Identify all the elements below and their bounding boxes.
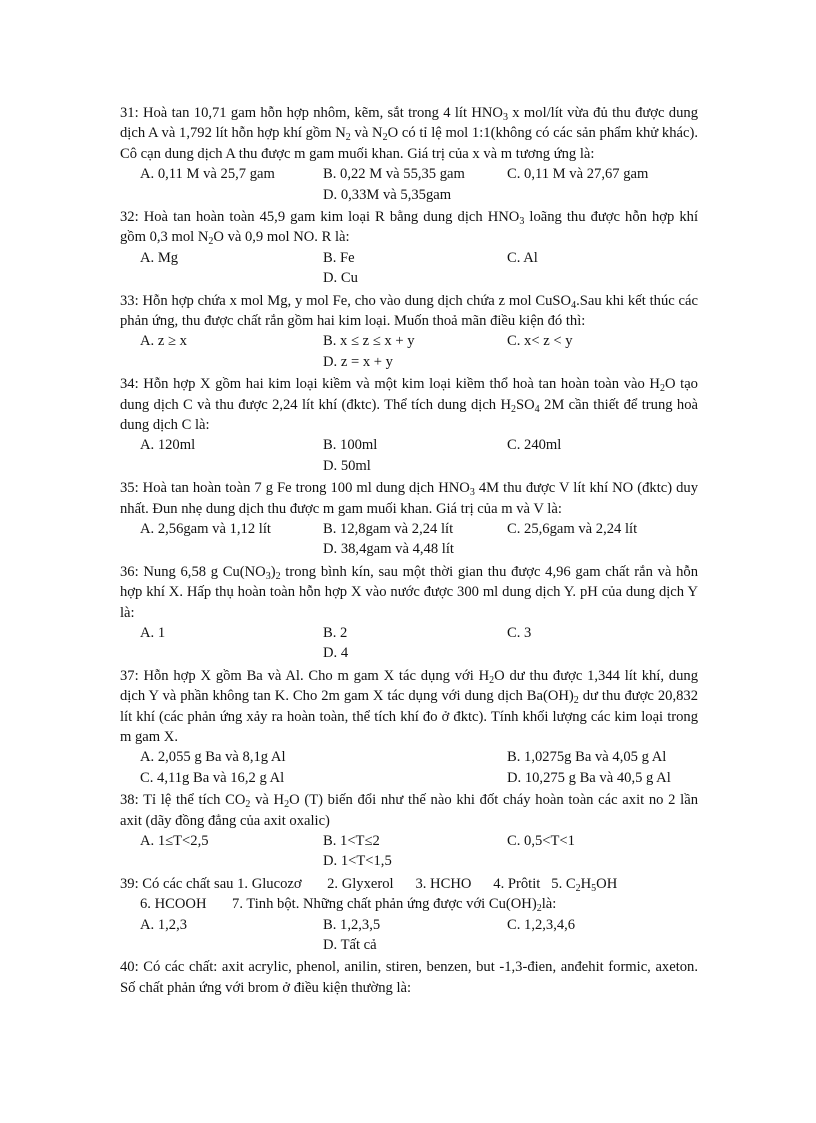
answer-options xyxy=(120,519,698,560)
option-a[interactable]: A. 120ml xyxy=(140,437,196,454)
question-stem: 39: Có các chất sau 1. Glucozơ 2. Glyxerol 3. HCHO 4. Prôtit 5. $C_2H_5OH$ xyxy=(120,875,618,894)
option-c[interactable]: C. Al xyxy=(507,249,538,266)
option-b[interactable]: B. 100ml xyxy=(323,437,378,454)
question-stem: 33: Hỗn hợp chứa x mol Mg, y mol Fe, cho vào dung dịch chứa z mol CuSO$_4$.Sau khi kết thúc các phản ứng, thu được chất rắn gồm hai kim loại. Muốn thoả mãn điều kiện đó thì: xyxy=(120,292,698,329)
option-c[interactable]: C. x< z < y xyxy=(507,333,573,350)
option-a[interactable]: A. Mg xyxy=(140,249,179,266)
question-stem: 36: Nung 6,58 g $Cu(NO_3)_2$ trong bình kín, sau một thời gian thu được 4,96 gam chất rắn và hỗn hợp khí X. Hấp thụ hoàn toàn hỗn hợp X vào nước được 300 ml dung dịch Y. pH của dung dịch Y là: xyxy=(120,563,698,621)
option-d[interactable]: D. 38,4gam và 4,48 lít xyxy=(323,541,454,558)
option-a[interactable]: A. 1 xyxy=(140,625,166,641)
option-d[interactable]: D. 0,33M và 5,35gam xyxy=(323,186,452,203)
question-stem: 40: Có các chất: axit acrylic, phenol, anilin, stiren, benzen, but -1,3-đien, anđehit formic, axeton. Số chất phản ứng với brom ở điều kiện thường là: xyxy=(120,959,698,996)
option-b[interactable]: B. 12,8gam và 2,24 lít xyxy=(323,521,454,537)
question-38 xyxy=(120,790,698,872)
option-a[interactable]: A. 1≤T<2,5 xyxy=(140,833,209,849)
question-stem: 35: Hoà tan hoàn toàn 7 g Fe trong 100 ml dung dịch $HNO_3$ 4M thu được V lít khí NO (đktc) duy nhất. Đun nhẹ dung dịch thu được m gam muối khan. Giá trị của m và V là: xyxy=(120,480,699,517)
question-35 xyxy=(120,478,698,560)
option-d[interactable]: D. z = x + y xyxy=(323,353,393,370)
option-b[interactable]: B. 1,0275g Ba và 4,05 g Al xyxy=(507,749,667,766)
option-c[interactable]: C. 0,5<T<1 xyxy=(507,833,575,849)
option-d[interactable]: D. 10,275 g Ba và 40,5 g Al xyxy=(507,769,671,786)
answer-options xyxy=(120,248,698,289)
question-40 xyxy=(120,957,698,998)
option-a[interactable]: A. 0,11 M và 25,7 gam xyxy=(140,166,275,183)
question-36 xyxy=(120,562,698,664)
question-stem: 31: Hoà tan 10,71 gam hỗn hợp nhôm, kẽm, sắt trong 4 lít $HNO_3$ x mol/lít vừa đủ thu được dung dịch A và 1,792 lít hỗn hợp khí gồm $N_2$ và $N_2O$ có tỉ lệ mol 1:1(không có các sản phẩm khử khác). Cô cạn dung dịch A thu được m gam muối khan. Giá trị của x và m tương ứng là: xyxy=(120,105,698,162)
question-list xyxy=(120,103,698,1000)
option-b[interactable]: B. 1,2,3,5 xyxy=(323,916,381,933)
answer-options xyxy=(120,747,698,788)
question-39 xyxy=(120,874,698,956)
question-stem: 34: Hỗn hợp X gồm hai kim loại kiềm và một kim loại kiềm thổ hoà tan hoàn toàn vào $H_2O$ tạo dung dịch C và thu được 2,24 lít khí (đktc). Thể tích dung dịch $H_2SO_4$ 2M cần thiết để trung hoà dung dịch C là: xyxy=(120,376,698,433)
question-31 xyxy=(120,103,698,205)
answer-options xyxy=(120,435,698,476)
option-b[interactable]: B. 1<T≤2 xyxy=(323,833,380,849)
answer-options xyxy=(120,831,698,872)
option-c[interactable]: C. 1,2,3,4,6 xyxy=(507,916,576,933)
option-a[interactable]: A. 2,055 g Ba và 8,1g Al xyxy=(140,749,286,766)
question-37 xyxy=(120,666,698,788)
option-a[interactable]: A. z ≥ x xyxy=(140,333,187,350)
option-b[interactable]: B. 2 xyxy=(323,625,348,641)
question-stem-continued: 6. HCOOH 7. Tinh bột. Những chất phản ứng được với $Cu(OH)_2là$: xyxy=(140,896,557,915)
option-c[interactable]: C. 0,11 M và 27,67 gam xyxy=(507,166,649,183)
option-d[interactable]: D. 50ml xyxy=(323,457,371,474)
option-a[interactable]: A. 2,56gam và 1,12 lít xyxy=(140,521,271,537)
option-d[interactable]: D. 1<T<1,5 xyxy=(323,853,392,870)
option-c[interactable]: C. 25,6gam và 2,24 lít xyxy=(507,521,638,537)
option-c[interactable]: C. 4,11g Ba và 16,2 g Al xyxy=(140,769,285,786)
question-stem: 32: Hoà tan hoàn toàn 45,9 gam kim loại R bằng dung dịch $HNO_3$ loãng thu được hỗn hợp khí gồm 0,3 mol $N_2O$ và 0,9 mol NO. R là: xyxy=(120,209,698,248)
option-c[interactable]: C. 240ml xyxy=(507,437,562,454)
answer-options xyxy=(120,623,698,664)
option-b[interactable]: B. Fe xyxy=(323,249,355,266)
option-c[interactable]: C. 3 xyxy=(507,625,532,641)
question-32 xyxy=(120,207,698,289)
answer-options xyxy=(120,331,698,372)
question-33 xyxy=(120,291,698,373)
option-a[interactable]: A. 1,2,3 xyxy=(140,916,188,933)
answer-options xyxy=(120,915,698,956)
answer-options xyxy=(120,164,698,205)
option-b[interactable]: B. x ≤ z ≤ x + y xyxy=(323,333,415,350)
question-34 xyxy=(120,374,698,476)
option-d[interactable]: D. 4 xyxy=(323,645,349,662)
option-d[interactable]: D. Cu xyxy=(323,270,358,287)
question-stem: 37: Hỗn hợp X gồm Ba và Al. Cho m gam X tác dụng với $H_2O$ dư thu được 1,344 lít khí, dung dịch Y và phần không tan K. Cho 2m gam X tác dụng với dung dịch $Ba(OH)_2$ dư thu được 20,832 lít khí (các phản ứng xảy ra hoàn toàn, thể tích khí đo ở đktc). Tính khối lượng các kim loại trong m gam X. xyxy=(120,667,698,745)
question-stem: 38: Tỉ lệ thể tích $CO_2$ và $H_2O$ (T) biến đổi như thế nào khi đốt cháy hoàn toàn các axit no 2 lần axit (dãy đồng đẳng của axit oxalic) xyxy=(120,792,698,829)
option-b[interactable]: B. 0,22 M và 55,35 gam xyxy=(323,166,465,183)
option-d[interactable]: D. Tất cả xyxy=(323,936,377,953)
